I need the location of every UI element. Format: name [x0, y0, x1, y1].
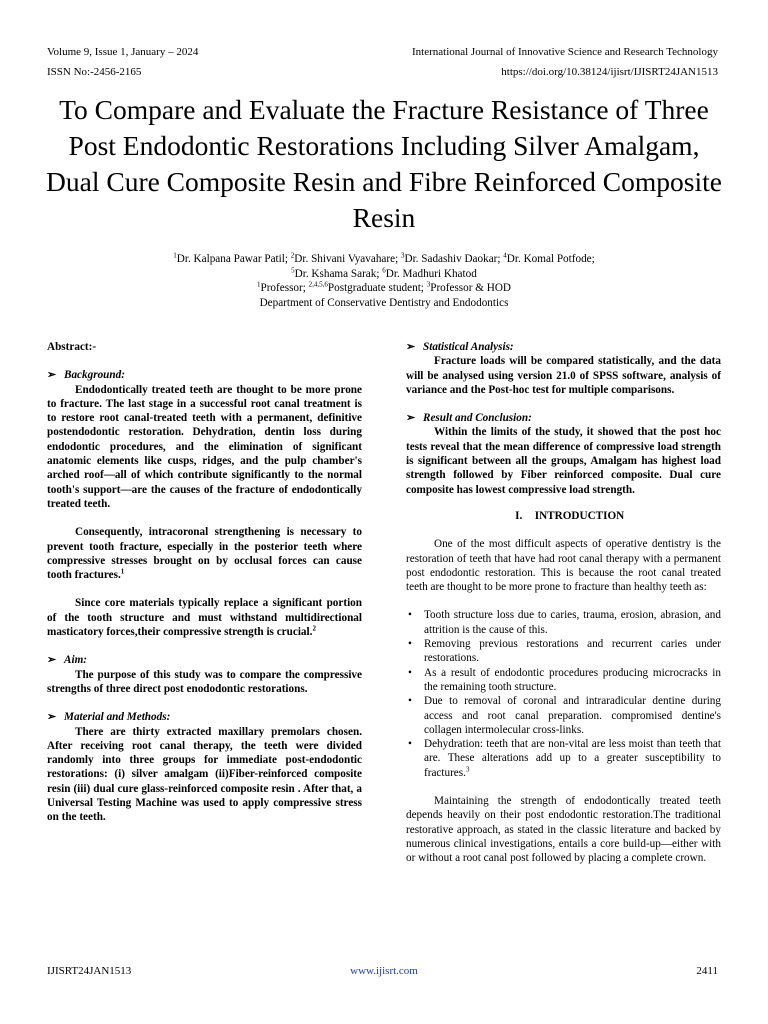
aim-heading: ➢ Aim: [47, 654, 87, 667]
arrow-icon: ➢ [47, 711, 57, 724]
bullet-icon: • [408, 638, 412, 651]
list-item: • Removing previous restorations and recurrent caries under restorations. [408, 638, 721, 665]
author-department: Department of Conservative Dentistry and Endodontics [259, 296, 509, 309]
background-paragraph-1: Endodontically treated teeth are thought to be more prone to fracture. The last stage in a successful root canal treatment is to restore root canal-treated teeth with a permanent, definitive postendodontic restoration. Dehydration, dentin loss during endodontic procedures, and the elimination of significant anatomic elements like cusps, ridges, and the pulp chamber's arched roof—all of which contribute significantly to the normal tooth's support—are the causes of the fracture of endodontically treated teeth. [47, 383, 362, 510]
result-heading: ➢ Result and Conclusion: [406, 412, 532, 425]
footer-site-link[interactable]: www.ijisrt.com [350, 965, 418, 977]
journal-issn: ISSN No:-2456-2165 [47, 66, 142, 78]
bullet-icon: • [408, 695, 412, 708]
author-roles: $^1$Professor; $^{2,4,5,6}$Postgraduate student; $^3$Professor & HOD [256, 280, 512, 294]
arrow-icon: ➢ [406, 341, 416, 353]
list-item: • Dehydration: teeth that are non-vital are less moist than teeth that are. These alterations add up to a greater susceptibility to fractures.$^3$ [408, 738, 721, 779]
journal-name: International Journal of Innovative Science and Research Technology [411, 46, 718, 58]
bullet-icon: • [408, 666, 412, 679]
citation-ref: 2 [312, 624, 316, 633]
arrow-icon: ➢ [406, 412, 416, 425]
result-paragraph: Within the limits of the study, it showed that the post hoc tests reveal that the mean difference of compressive load strength is significant between all the groups, Amalgam has highest load strength followed by Fiber reinforced composite. Dual cure composite has lowest compressive load strength. [406, 426, 721, 496]
section-heading-introduction: I. INTRODUCTION [515, 509, 625, 522]
right-column [406, 340, 721, 866]
background-paragraph-3: Since core materials typically replace a significant portion of the tooth structure and must withstand multidirectional masticatory forces,their compressive strength is crucial.$^2$ [47, 597, 362, 639]
author-block [40, 252, 728, 310]
doi-link[interactable]: https://doi.org/10.38124/ijisrt/IJISRT24JAN1513 [501, 66, 718, 78]
methods-paragraph: There are thirty extracted maxillary premolars chosen. After receiving root canal therapy, the teeth were divided randomly into three groups for immediate post-endodontic restorations: (i) silver amalgam (ii)Fiber-reinforced composite resin (iii) dual cure glass-reinforced composite resin . After that, a Universal Testing Machine was used to apply compressive stress on the teeth. [47, 725, 362, 824]
footer-paper-id: IJISRT24JAN1513 [47, 965, 132, 977]
paper-title: To Compare and Evaluate the Fracture Resistance of Three Post Endodontic Restorations Including Silver Amalgam, Dual Cure Composite Resin and Fibre Reinforced Composite Resin [46, 94, 722, 233]
list-item: • Due to removal of coronal and intraradicular dentine during access and root canal preparation. compromised dentine's collagen intermolecular cross-links. [408, 695, 721, 736]
background-paragraph-2: Consequently, intracoronal strengthening is necessary to prevent tooth fracture, especially in the posterior teeth where compressive stresses brought on by occlusal forces can cause tooth fractures.$^1$ [47, 526, 362, 582]
intro-paragraph-2: Maintaining the strength of endodontically treated teeth depends heavily on their post endodontic restoration.The traditional restorative approach, as stated in the classic literature and backed by numerous clinical investigations, entails a core build-up—either with or without a root canal post followed by placing a complete crown. [406, 795, 721, 865]
citation-ref: 1 [120, 567, 125, 576]
background-heading: ➢ Background: [47, 369, 125, 382]
author-line-1: $^1$Dr. Kalpana Pawar Patil; $^2$Dr. Shivani Vyavahare; $^3$Dr. Sadashiv Daokar; $^4$Dr. Komal Potfode; [173, 251, 595, 265]
bullet-icon: • [408, 609, 412, 622]
methods-heading: ➢ Material and Methods: [47, 711, 171, 724]
citation-ref: 3 [465, 764, 470, 773]
stats-paragraph: Fracture loads will be compared statistically, and the data will be analysed using version 21.0 of SPSS software, analysis of variance and the Post-hoc test for multiple comparisons. [406, 355, 721, 396]
intro-bullet-list [406, 608, 721, 780]
aim-paragraph: The purpose of this study was to compare the compressive strengths of three direct post enododontic restorations. [47, 668, 362, 695]
arrow-icon: ➢ [47, 369, 57, 382]
intro-paragraph-1: One of the most difficult aspects of operative dentistry is the restoration of teeth that have had root canal therapy with a permanent post endodontic restoration. This is because the root canal treated teeth are thought to be more prone to fracture than healthy teeth as: [406, 538, 721, 594]
journal-volume: Volume 9, Issue 1, January – 2024 [47, 46, 199, 58]
bullet-icon: • [408, 738, 412, 751]
arrow-icon: ➢ [47, 654, 57, 667]
left-column [47, 340, 362, 825]
stats-heading: ➢ Statistical Analysis: [406, 341, 514, 353]
list-item: • Tooth structure loss due to caries, trauma, erosion, abrasion, and attrition is the cause of this. [408, 609, 721, 636]
author-line-2: $^5$Dr. Kshama Sarak; $^6$Dr. Madhuri Khatod [291, 265, 477, 280]
abstract-label: Abstract:- [47, 341, 97, 353]
list-item: • As a result of endodontic procedures producing microcracks in the remaining tooth structure. [408, 666, 721, 693]
page-number: 2411 [696, 965, 718, 977]
